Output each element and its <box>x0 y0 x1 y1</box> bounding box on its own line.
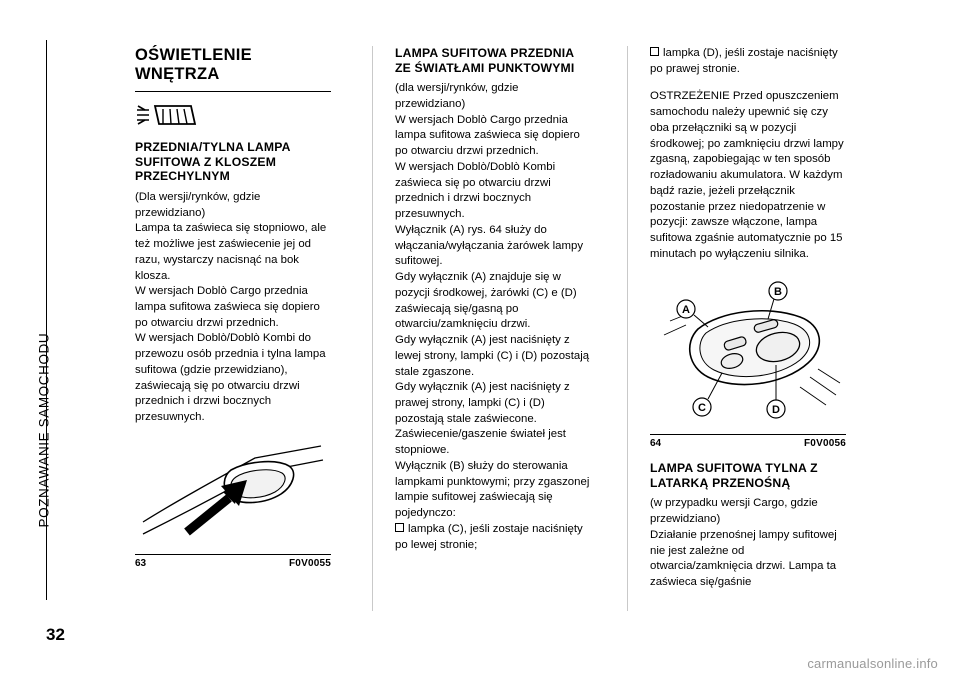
column-3 <box>650 46 846 591</box>
figure-63-code: F0V0055 <box>289 557 331 569</box>
square-bullet-icon <box>650 47 659 56</box>
interior-lamp-icon <box>135 100 331 130</box>
paragraph-c1-2: W wersjach Doblò Cargo przednia lampa sufitowa zaświeca się dopiero po otwarciu drzwi przednich. <box>135 285 320 329</box>
title-divider <box>135 91 331 92</box>
figure-63-number: 63 <box>135 557 147 569</box>
warning-paragraph: OSTRZEŻENIE Przed opuszczeniem samochodu należy upewnić się czy oba przełączniki są w pozycji środkowej; po zamknięciu drzwi lampy zgasną, zapobiegając w ten sposób rozładowaniu akumulatora. W każdym bądź razie, jeżeli przełącznik pozostanie przez niedopatrzenie w pozycji: zawsze włączone, lampa sufitowa zgaśnie automatycznie po 15 minutach po wyłączeniu silnika. <box>650 90 844 260</box>
ceiling-lamp-tilting-diagram <box>135 436 331 546</box>
page-title-line2: WNĘTRZA <box>135 65 220 84</box>
bullet-c3-text: lampka (D), jeśli zostaje naciśnięty po prawej stronie. <box>650 47 838 75</box>
paragraph-c1-0: (Dla wersji/rynków, gdzie przewidziano) <box>135 190 261 219</box>
column-2 <box>395 46 591 553</box>
bullet-c2 <box>395 522 591 553</box>
page-number: 32 <box>46 625 65 644</box>
paragraph-c2-4: Gdy wyłącznik (A) znajduje się w pozycji środkowej, żarówki (C) e (D) zaświecają się/gasną po otwarciu/zamknięciu drzwi. <box>395 271 577 331</box>
svg-text:D: D <box>772 403 780 416</box>
paragraph-c2-7: Zaświecenie/gaszenie świateł jest stopniowe. <box>395 428 566 457</box>
column-separator-1 <box>372 46 373 611</box>
paragraph-c1-1: Lampa ta zaświeca się stopniowo, ale też możliwe jest zaświecenie jej od razu, wystarczy nacisnąć na bok klosza. <box>135 222 327 282</box>
svg-text:A: A <box>682 303 690 316</box>
svg-text:B: B <box>774 285 782 298</box>
paragraph-c2-6: Gdy wyłącznik (A) jest naciśnięty z prawej strony, lampki (C) i (D) pozostają stale zaświecone. <box>395 381 570 425</box>
section-subtitle-2: LAMPA SUFITOWA PRZEDNIA ZE ŚWIATŁAMI PUNKTOWYMI <box>395 46 575 75</box>
running-head <box>24 40 54 600</box>
bullet-c2-text: lampka (C), jeśli zostaje naciśnięty po lewej stronie; <box>395 522 583 551</box>
column-separator-2 <box>627 46 628 611</box>
bullet-c3 <box>650 46 846 77</box>
figure-63 <box>135 436 331 571</box>
page-title-line1: OŚWIETLENIE <box>135 46 252 64</box>
paragraph-c2-3: Wyłącznik (A) rys. 64 służy do włączania/wyłączania żarówek lampy sufitowej. <box>395 223 584 268</box>
page-title <box>135 46 331 85</box>
paragraph-c3-1: Działanie przenośnej lampy sufitowej nie jest zależne od otwarcia/zamknięcia drzwi. Lampa ta zaświeca się/gaśnie <box>650 528 837 589</box>
ceiling-lamp-spotlights-diagram <box>650 277 846 427</box>
watermark: carmanualsonline.info <box>807 656 938 671</box>
figure-64-code: F0V0056 <box>804 438 846 450</box>
figure-64-number: 64 <box>650 438 662 450</box>
paragraph-c3-0: (w przypadku wersji Cargo, gdzie przewidziano) <box>650 497 818 526</box>
section-subtitle-1: PRZEDNIA/TYLNA LAMPA SUFITOWA Z KLOSZEM PRZECHYLNYM <box>135 139 291 184</box>
column-1 <box>135 46 331 570</box>
figure-63-caption <box>135 554 331 571</box>
section-subtitle-3: LAMPA SUFITOWA TYLNA Z LATARKĄ PRZENOŚNĄ <box>650 461 818 490</box>
figure-64 <box>650 277 846 452</box>
running-head-label: POZNAWANIE SAMOCHODU <box>36 332 52 528</box>
paragraph-c2-8: Wyłącznik (B) służy do sterowania lampkami punktowymi; przy zgaszonej lampie sufitowej zaświecają się pojedynczo: <box>395 459 590 520</box>
paragraph-c2-0: (dla wersji/rynków, gdzie przewidziano) <box>395 82 519 111</box>
paragraph-c2-2: W wersjach Doblò/Doblò Kombi zaświeca się po otwarciu drzwi przednich i drzwi bocznych przesuwnych. <box>395 160 556 221</box>
paragraph-c2-5: Gdy wyłącznik (A) jest naciśnięty z lewej strony, lampki (C) i (D) pozostają stale zgaszone. <box>395 334 590 378</box>
figure-64-caption <box>650 434 846 451</box>
svg-text:C: C <box>698 401 706 414</box>
square-bullet-icon <box>395 523 404 532</box>
paragraph-c1-3: W wersjach Doblò/Doblò Kombi do przewozu osób przednia i tylna lampa sufitowa (gdzie przewidziano), zaświecają się po otwarciu drzwi przednich i drzwi bocznych przesuwnych. <box>135 332 326 424</box>
paragraph-c2-1: W wersjach Doblò Cargo przednia lampa sufitowa zaświeca się dopiero po otwarciu drzwi przednich. <box>395 113 580 158</box>
